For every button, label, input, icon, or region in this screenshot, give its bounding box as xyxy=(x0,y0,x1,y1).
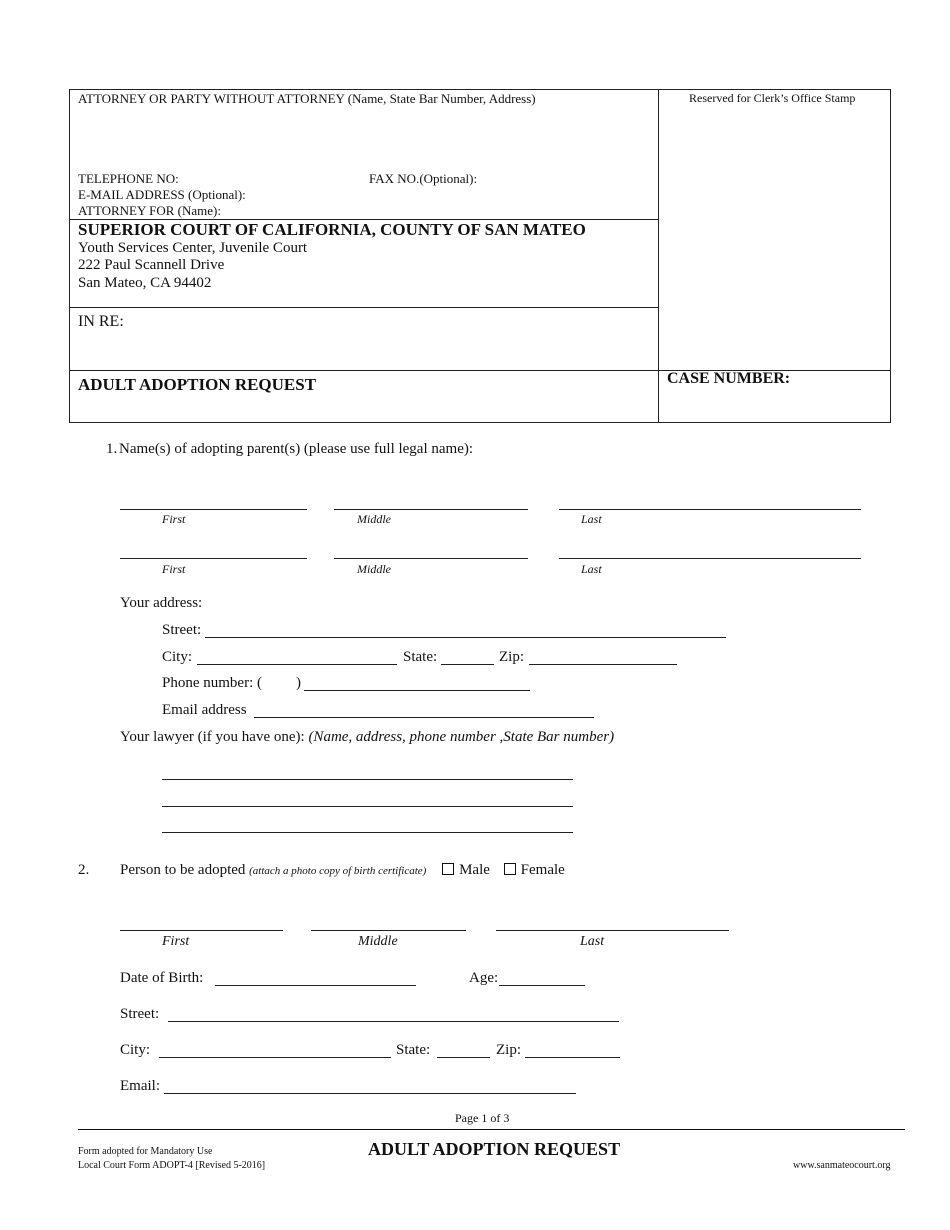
lawyer-line-1[interactable] xyxy=(162,779,573,780)
parent2-last-line[interactable] xyxy=(559,558,861,559)
adoptee-street-label: Street: xyxy=(120,1006,160,1022)
adoptee-zip-label: Zip: xyxy=(496,1042,521,1058)
lawyer-line-2[interactable] xyxy=(162,806,573,807)
parent-street-label: Street: xyxy=(162,622,202,638)
lawyer-label-text: Your lawyer (if you have one): xyxy=(120,729,305,745)
parent-city-line[interactable] xyxy=(197,664,397,665)
parent1-middle-caption: Middle xyxy=(357,512,391,526)
adoptee-city-line[interactable] xyxy=(159,1057,391,1058)
footer-form-id: Local Court Form ADOPT-4 [Revised 5-2016] xyxy=(78,1160,266,1171)
parent-state-line[interactable] xyxy=(441,664,494,665)
attorney-for-label: ATTORNEY FOR (Name): xyxy=(78,203,221,218)
adoptee-email-label: Email: xyxy=(120,1078,160,1094)
adoptee-age-line[interactable] xyxy=(499,985,585,986)
parent1-first-caption: First xyxy=(162,512,186,526)
adoptee-state-label: State: xyxy=(396,1042,431,1058)
court-address-1: Youth Services Center, Juvenile Court xyxy=(78,240,308,256)
parent1-first-line[interactable] xyxy=(120,509,307,510)
your-address-label: Your address: xyxy=(120,595,203,611)
female-checkbox[interactable] xyxy=(504,863,516,875)
footer-title: ADULT ADOPTION REQUEST xyxy=(368,1139,621,1159)
fax-label: FAX NO.(Optional): xyxy=(369,171,478,186)
parent-zip-line[interactable] xyxy=(529,664,677,665)
adoptee-last-caption: Last xyxy=(580,934,605,949)
adoptee-street-line[interactable] xyxy=(168,1021,619,1022)
form-title: ADULT ADOPTION REQUEST xyxy=(78,375,317,394)
section1-label: Name(s) of adopting parent(s) (please use full legal name): xyxy=(119,441,474,457)
parent-phone-label: Phone number: ( xyxy=(162,675,262,691)
lawyer-label xyxy=(120,729,614,746)
parent2-first-caption: First xyxy=(162,562,186,576)
male-checkbox[interactable] xyxy=(442,863,454,875)
section1-number: 1. xyxy=(106,441,118,457)
page-number: Page 1 of 3 xyxy=(455,1111,510,1125)
parent-email-line[interactable] xyxy=(254,717,594,718)
divider-inre xyxy=(69,307,659,308)
section2-label: Person to be adopted xyxy=(120,862,246,878)
caption-divider xyxy=(658,89,659,423)
email-label: E-MAIL ADDRESS (Optional): xyxy=(78,187,246,202)
parent2-middle-caption: Middle xyxy=(357,562,391,576)
lawyer-line-3[interactable] xyxy=(162,832,573,833)
adoptee-email-line[interactable] xyxy=(164,1093,576,1094)
adoptee-zip-line[interactable] xyxy=(525,1057,620,1058)
adoptee-age-label: Age: xyxy=(469,970,499,986)
parent1-last-line[interactable] xyxy=(559,509,861,510)
parent-street-line[interactable] xyxy=(205,637,726,638)
lawyer-hint: (Name, address, phone number ,State Bar number) xyxy=(308,729,615,745)
parent2-first-line[interactable] xyxy=(120,558,307,559)
adoptee-dob-label: Date of Birth: xyxy=(120,970,204,986)
parent-state-label: State: xyxy=(403,649,438,665)
parent1-last-caption: Last xyxy=(581,512,602,526)
parent-phone-line[interactable] xyxy=(304,690,530,691)
adoptee-first-line[interactable] xyxy=(120,930,283,931)
section2-label-row xyxy=(120,862,565,879)
section2-hint: (attach a photo copy of birth certificate) xyxy=(249,865,427,877)
section2-number: 2. xyxy=(78,862,90,878)
female-label: Female xyxy=(520,862,565,878)
adoptee-middle-caption: Middle xyxy=(358,934,398,949)
parent-email-label: Email address xyxy=(162,702,247,718)
clerk-stamp-label: Reserved for Clerk’s Office Stamp xyxy=(689,91,856,105)
court-address-2: 222 Paul Scannell Drive xyxy=(78,257,225,273)
parent2-last-caption: Last xyxy=(581,562,602,576)
footer-website[interactable]: www.sanmateocourt.org xyxy=(793,1160,891,1171)
adoptee-city-label: City: xyxy=(120,1042,151,1058)
court-address-3: San Mateo, CA 94402 xyxy=(78,275,212,291)
adoptee-middle-line[interactable] xyxy=(311,930,466,931)
in-re-label: IN RE: xyxy=(78,313,124,330)
adoptee-state-line[interactable] xyxy=(437,1057,490,1058)
male-label: Male xyxy=(459,862,490,878)
footer-adopted: Form adopted for Mandatory Use xyxy=(78,1146,213,1157)
parent-phone-close: ) xyxy=(296,675,301,691)
telephone-label: TELEPHONE NO: xyxy=(78,171,179,186)
case-number-label: CASE NUMBER: xyxy=(667,370,791,387)
adoptee-dob-line[interactable] xyxy=(215,985,416,986)
footer-rule xyxy=(78,1129,905,1130)
attorney-label: ATTORNEY OR PARTY WITHOUT ATTORNEY (Name, State Bar Number, Address) xyxy=(78,91,536,106)
adoptee-first-caption: First xyxy=(162,934,190,949)
parent-city-label: City: xyxy=(162,649,193,665)
parent1-middle-line[interactable] xyxy=(334,509,528,510)
parent2-middle-line[interactable] xyxy=(334,558,528,559)
court-name: SUPERIOR COURT OF CALIFORNIA, COUNTY OF SAN MATEO xyxy=(78,220,586,239)
adoptee-last-line[interactable] xyxy=(496,930,729,931)
parent-zip-label: Zip: xyxy=(499,649,524,665)
